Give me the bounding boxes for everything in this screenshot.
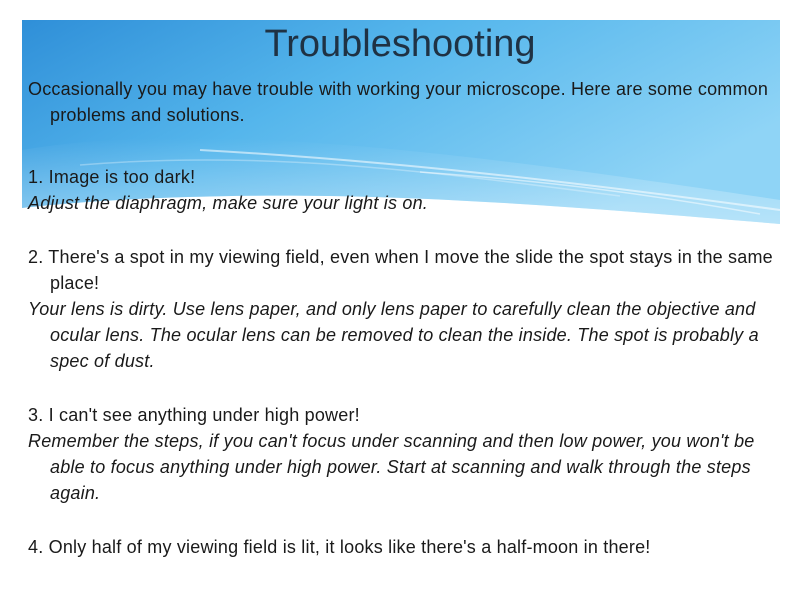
slide-title: Troubleshooting <box>264 23 536 65</box>
intro-text: Occasionally you may have trouble with working your microscope. Here are some common problems and solutions. <box>28 79 769 125</box>
spacer <box>28 374 788 402</box>
problem-2-answer: Your lens is dirty. Use lens paper, and only lens paper to carefully clean the objective and ocular lens. The ocular lens can be removed to clean the inside. The spot is probably a spec of dust. <box>28 299 759 371</box>
problem-3-question: 3. I can't see anything under high power! <box>28 405 360 425</box>
slide-body <box>28 76 788 560</box>
problem-1-question: 1. Image is too dark! <box>28 167 196 187</box>
problem-4-question: 4. Only half of my viewing field is lit, it looks like there's a half-moon in there! <box>28 537 651 557</box>
problem-1-answer: Adjust the diaphragm, make sure your light is on. <box>28 193 428 213</box>
spacer <box>28 506 788 534</box>
spacer <box>28 128 788 164</box>
spacer <box>28 216 788 244</box>
problem-2-question: 2. There's a spot in my viewing field, even when I move the slide the spot stays in the same place! <box>28 247 773 293</box>
problem-3-answer: Remember the steps, if you can't focus under scanning and then low power, you won't be able to focus anything under high power. Start at scanning and walk through the steps again. <box>28 431 755 503</box>
